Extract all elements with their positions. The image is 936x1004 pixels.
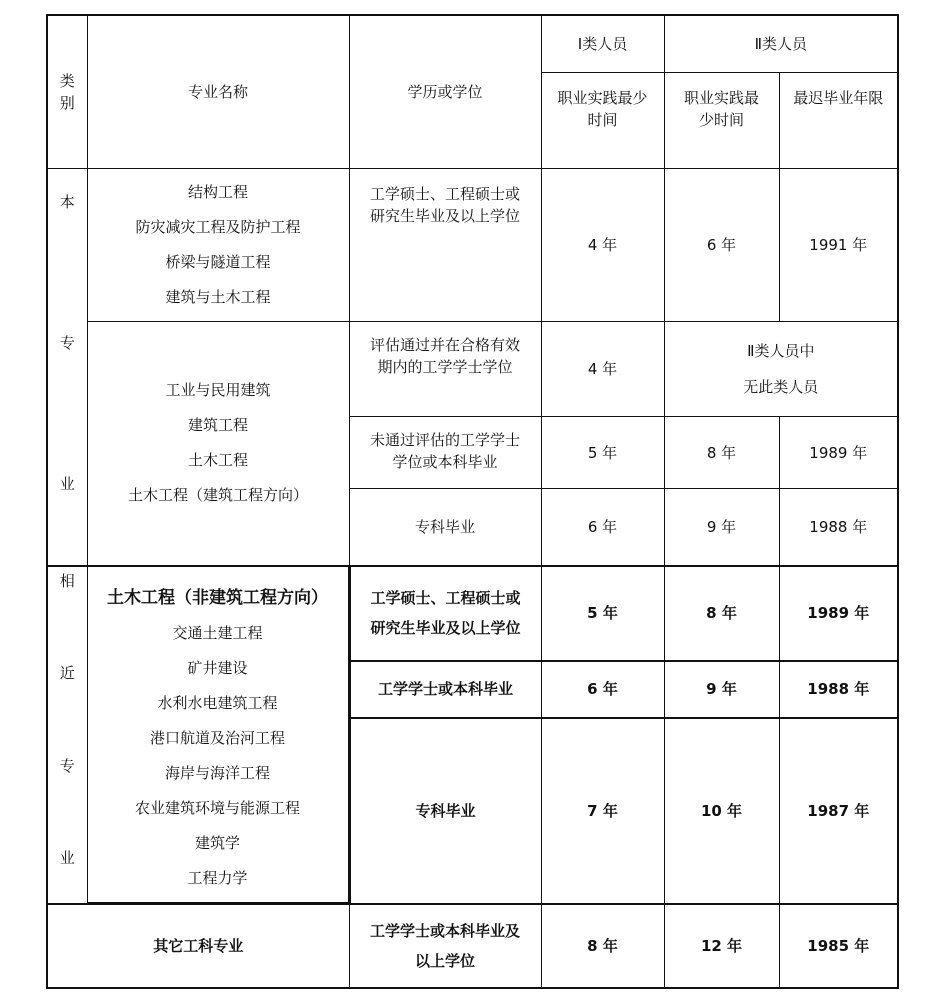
other-engineering-class1-time: 8 年: [541, 904, 664, 988]
header-category: 类别: [47, 15, 87, 168]
other-engineering-degree: 工学学士或本科毕业及 以上学位: [349, 904, 541, 988]
own-major-group2-majors: [87, 321, 349, 566]
own-major-group1-class2-year: 1991 年: [779, 168, 898, 321]
header-class1: Ⅰ类人员: [541, 15, 664, 72]
major-item: 工程力学: [187, 868, 248, 887]
own-major-group2-row2-class2-time: 8 年: [664, 417, 779, 489]
other-engineering-label: 其它工科专业: [47, 904, 349, 988]
own-major-group2-row2-degree: 未通过评估的工学学士学位或本科毕业: [349, 417, 541, 489]
header-min-practice-time-1: 职业实践最少时间: [541, 72, 664, 168]
own-major-group2-row3-degree: 专科毕业: [349, 489, 541, 566]
other-engineering-class2-year: 1985 年: [779, 904, 898, 988]
major-item: 水利水电建筑工程: [157, 693, 278, 712]
related-major-row3-class2-time: 10 年: [664, 718, 779, 904]
own-major-group2-row3-class1-time: 6 年: [541, 489, 664, 566]
major-item: 工业与民用建筑: [165, 381, 271, 399]
category-related-major: [47, 566, 87, 904]
major-item: 港口航道及治河工程: [149, 728, 285, 747]
major-item: 结构工程: [187, 182, 248, 201]
major-item: 土木工程: [187, 451, 248, 469]
major-item: 交通土建工程: [172, 623, 263, 642]
related-major-row2-class2-time: 9 年: [664, 661, 779, 718]
major-item: 土木工程（建筑工程方向）: [127, 486, 308, 504]
related-major-row2-class2-year: 1988 年: [779, 661, 898, 718]
other-engineering-class2-time: 12 年: [664, 904, 779, 988]
related-major-row2-degree: 工学学士或本科毕业: [349, 661, 541, 718]
major-item: 建筑学: [194, 833, 240, 852]
own-major-group2-row3-class2-year: 1988 年: [779, 489, 898, 566]
related-major-row3-class2-year: 1987 年: [779, 718, 898, 904]
related-major-char-2: 近: [59, 664, 75, 683]
own-major-group2-row1-class1-time: 4 年: [541, 321, 664, 417]
own-major-char-1: 本: [59, 192, 75, 211]
major-item: 农业建筑环境与能源工程: [134, 798, 300, 817]
related-major-char-4: 业: [59, 849, 75, 868]
related-major-row1-class2-time: 8 年: [664, 566, 779, 661]
related-major-row3-class1-time: 7 年: [541, 718, 664, 904]
major-item: 建筑工程: [187, 416, 248, 434]
related-major-row1-class1-time: 5 年: [541, 566, 664, 661]
related-major-row1-degree: 工学硕士、工程硕士或 研究生毕业及以上学位: [349, 566, 541, 661]
own-major-group1-class1-time: 4 年: [541, 168, 664, 321]
own-major-group2-row3-class2-time: 9 年: [664, 489, 779, 566]
header-latest-grad-year: 最迟毕业年限: [779, 72, 898, 168]
major-item: 海岸与海洋工程: [164, 763, 270, 782]
related-major-row1-class2-year: 1989 年: [779, 566, 898, 661]
own-major-group2-row1-class2-note: Ⅱ类人员中 无此类人员: [664, 321, 898, 417]
related-major-row3-degree: 专科毕业: [349, 718, 541, 904]
own-major-group2-row1-degree: 评估通过并在合格有效期内的工学学士学位: [349, 321, 541, 417]
own-major-group2-row2-class1-time: 5 年: [541, 417, 664, 489]
own-major-char-2: 专: [59, 333, 75, 352]
major-item: 建筑与土木工程: [165, 287, 271, 306]
own-major-group1-degree: 工学硕士、工程硕士或研究生毕业及以上学位: [349, 168, 541, 321]
related-major-majors: [87, 566, 349, 904]
category-own-major: [47, 168, 87, 566]
own-major-group1-majors: [87, 168, 349, 321]
own-major-char-3: 业: [59, 474, 75, 493]
own-major-group2-row2-class2-year: 1989 年: [779, 417, 898, 489]
related-major-row2-class1-time: 6 年: [541, 661, 664, 718]
major-item: 防灾减灾工程及防护工程: [135, 217, 301, 236]
major-item: 桥梁与隧道工程: [165, 252, 271, 271]
qualification-table: [46, 14, 899, 989]
header-min-practice-time-2: 职业实践最少时间: [664, 72, 779, 168]
header-class2: Ⅱ类人员: [664, 15, 898, 72]
major-item: 土木工程（非建筑工程方向）: [107, 587, 328, 608]
own-major-group1-class2-time: 6 年: [664, 168, 779, 321]
related-major-char-1: 相: [59, 571, 75, 590]
header-degree: 学历或学位: [349, 15, 541, 168]
header-major-name: 专业名称: [87, 15, 349, 168]
major-item: 矿井建设: [187, 658, 248, 677]
related-major-char-3: 专: [59, 756, 75, 775]
